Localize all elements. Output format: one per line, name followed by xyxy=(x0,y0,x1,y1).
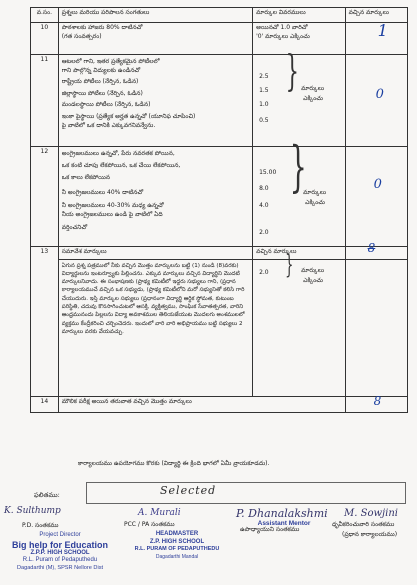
handwritten-mark: 8 xyxy=(367,241,376,255)
score-label: ఎక్కించు xyxy=(305,199,325,206)
row-mark-cell xyxy=(345,394,407,413)
project-director-stamp: Project Director Big help for Education Z.P.P. HIGH SCHOOL R.L. Puram of Pedaputhedu Dagadarthi (M), SPSR Nellore Dist xyxy=(12,532,108,571)
marks-table xyxy=(30,7,408,413)
score-label: మార్కులు xyxy=(301,85,325,92)
header-serial: వ.సం. xyxy=(31,8,59,23)
table-row xyxy=(31,55,408,147)
result-box xyxy=(86,482,406,504)
row-scores xyxy=(253,247,346,397)
question-line: పై వాటిలో ఒక దానికి ఎక్కువగనివన్వేను. xyxy=(61,121,156,129)
question-line: పాఠశాలకు హాజరు 80% దాటినచో xyxy=(61,24,143,31)
question-line: రాష్ట్రీయ పోటీలు (నేర్పిన, ఓడిన) xyxy=(61,78,139,86)
handwritten-mark: 8 xyxy=(373,394,382,408)
question-line: నీయ అంగ్రైజలములు ఉండి పై వాటిలో ఏది xyxy=(61,210,163,218)
row-mark-cell xyxy=(345,241,407,397)
brace-icon: } xyxy=(285,46,300,95)
signature-role-verifier: ధృవీకరించువారి సంతకము xyxy=(332,521,395,528)
score-label: ఎక్కించు xyxy=(303,277,323,284)
question-line: గాని పాల్గొన్న విద్యులకు ఉండినచో xyxy=(61,66,141,74)
score-value: 1.5 xyxy=(259,87,269,94)
row-number: 13 xyxy=(31,247,59,397)
question-line: నీ అంగ్రైజలములు 40-30% మధ్య ఉన్నచో xyxy=(61,202,164,210)
signature-role-teacher: ఉపాధ్యాయుని సంతకము xyxy=(240,526,300,533)
table-header-row xyxy=(31,8,408,23)
row-mark-cell xyxy=(345,55,407,147)
row-number: 12 xyxy=(31,147,59,247)
signature-role-pcc: PCC / PA సంతకము xyxy=(124,521,175,528)
signature-role-pd: P.D. సంతకము xyxy=(22,522,59,529)
question-line: జిల్లాస్థాయి పోటీలు (నేర్పిన, ఓడిన) xyxy=(61,89,143,97)
score-value: 8.0 xyxy=(259,185,269,192)
question-line: నీ అంగ్రైజలములు 40% దాటినచో xyxy=(61,188,144,196)
brace-icon: } xyxy=(285,250,294,280)
question-line: (గత సంవత్సరం) xyxy=(61,32,102,40)
signature-handwriting-pcc: A. Murali xyxy=(138,508,181,518)
score-note: అయినచో 1.0 వారిచో xyxy=(256,24,308,31)
signature-handwriting-pd: K. Sulthump xyxy=(4,506,61,516)
row-number: 11 xyxy=(31,55,59,147)
score-value: 0.5 xyxy=(259,117,269,124)
handwritten-mark: 1 xyxy=(377,21,388,40)
table-row xyxy=(31,23,408,55)
header-marks-obtained: వచ్చిన మార్కులు xyxy=(345,8,407,23)
score-label: మార్కులు xyxy=(303,189,327,196)
office-use-note: కార్యాలయము ఉపయోగము కొరకు (విద్యార్థి ఈ క్రింది భాగలో ఏమీ వ్రాయకూడదు). xyxy=(78,460,270,467)
header-marks-details: మార్కుల వివరములు xyxy=(253,8,346,23)
obtained-header xyxy=(253,247,345,260)
row-mark-cell xyxy=(345,147,407,247)
brace-icon: } xyxy=(289,135,307,198)
score-value: 1.0 xyxy=(259,101,269,108)
section-title: సమావేశ మార్కులు xyxy=(61,248,107,255)
score-value: 2.5 xyxy=(259,73,269,80)
question-line: ఇంకా పైస్థాయి (ప్రత్యేక అర్హత ఉన్నచో (యూనిఫ చూపించి) xyxy=(61,112,196,120)
obtained-value-box xyxy=(346,241,407,260)
table-row xyxy=(31,247,408,397)
row-number: 10 xyxy=(31,23,59,55)
row-question xyxy=(58,247,252,397)
signature-sub-verifier: (ప్రధాన కార్యాలయము) xyxy=(342,531,398,538)
score-value: 2.0 xyxy=(259,269,269,276)
handwritten-mark: 0 xyxy=(373,177,382,192)
signature-handwriting-verifier: M. Sowjini xyxy=(344,508,398,519)
score-note: '0' మార్కులు ఎక్కించు xyxy=(256,32,310,40)
row-question xyxy=(58,55,252,147)
question-line: మండలస్థాయి పోటీలు (నేర్పిన, ఓడిన) xyxy=(61,101,151,109)
obtained-label: వచ్చిన మార్కులు xyxy=(256,248,297,255)
assistant-mentor-stamp: Assistant Mentor xyxy=(257,520,311,527)
handwritten-mark: 0 xyxy=(375,87,384,102)
score-value: 4.0 xyxy=(259,202,269,209)
result-label: ఫలితము: xyxy=(34,491,60,499)
row-question xyxy=(58,147,252,247)
question-line: వర్తించనిచో xyxy=(61,223,88,231)
question-line: ఒక కంటి చూపు లేకపోయిన, ఒక చేయి లేకపోయిన, xyxy=(61,161,181,169)
score-label: ఎక్కించు xyxy=(303,95,323,102)
question-line: ఆటలలో గాని, ఇతర ప్రత్యేకమైన పోటీలలో xyxy=(61,58,160,65)
score-value: 15.00 xyxy=(259,169,277,176)
row-scores xyxy=(253,46,346,147)
question-line: ఒక కాలు లేకపోయిన xyxy=(61,174,111,182)
table-row xyxy=(31,147,408,247)
row-question xyxy=(58,23,252,55)
interview-paragraph: ఏగున ప్రశ్న పత్రములో నీకు వచ్చిన మొత్తం మార్కులను బట్టి (1) నుండి (8)వరకు) విద్యార్థులను ఇంటర్వ్యూకు పిల్లించను. ఎక్కువ మార్కులు వచ్చిన విద్యార్థిని మొదటి మార్కులనివాదు. ఈ సంభాషణకు (ప్రాథ్య కమిటీలో ఇద్దరు సభ్యులు గాని, (ప్రధాన కార్యాలయముచే వచ్చిన ఒక సభ్యుడు, (ప్రాథ్య కమిటీలోని మరో సభ్యునితో కలిసి గారి చేయుదురు. ఇస్తి మార్కుల సభ్యులు (ప్రధానంగా విద్యార్థి ఆర్థిక స్థోమత, కుటుంబ పరిస్థితి, చదువు కొనసాగించుటలో ఆసక్తి, వ్యక్తిత్వము, సాంఘిక సేవాతత్పరత, వారిని ఆంధ్రమునందు పిల్లలను విద్యా అవకాశముల తెలియజేయుట మొదలగు అంశములలో వ్యక్తము కేంద్రీకరించి చర్చించెదరు. ఇందులో వారి వారి అభిప్రాయము బట్టి సభ్యులు 2 మార్కులు వరకు వేయవచ్చు. xyxy=(61,262,245,335)
table-row xyxy=(31,397,408,413)
score-value: 2.0 xyxy=(259,229,269,236)
row-question: మౌలిక పరీక్ష అయిన తరువాత వచ్చిన మొత్తం మార్కులు xyxy=(58,397,345,413)
result-value: Selected xyxy=(160,484,217,497)
question-line: అంగ్రైజలములు ఉన్నచో, పేరు నవరతక పోయిన, xyxy=(61,150,175,157)
header-questions: ప్రశ్నలు మరియు పరిపాలన సంగతులు xyxy=(58,8,252,23)
row-number: 14 xyxy=(31,397,59,413)
score-label: మార్కులు xyxy=(301,267,325,274)
row-scores xyxy=(253,135,346,247)
headmaster-stamp: HEADMASTER Z.P. HIGH SCHOOL R.L. PURAM OF PEDAPUTHEDU Dagadarthi Mandal xyxy=(134,531,220,560)
row-mark-cell xyxy=(345,23,407,55)
signature-handwriting-teacher: P. Dhanalakshmi xyxy=(236,507,328,520)
